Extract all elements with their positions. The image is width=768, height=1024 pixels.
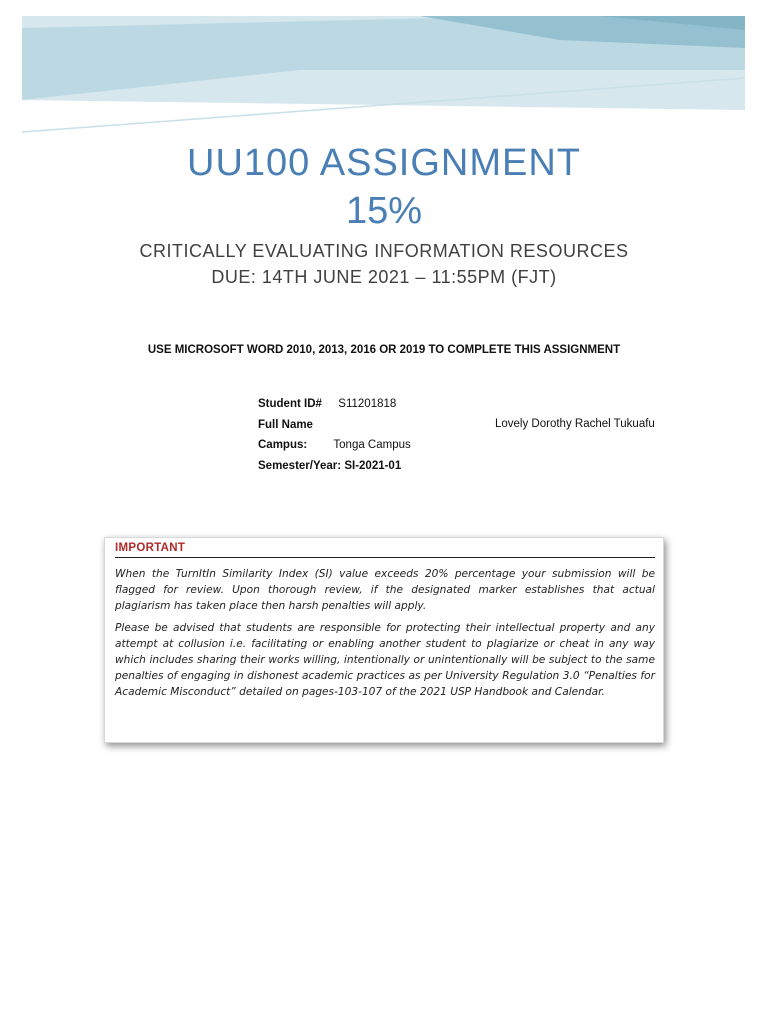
campus-row <box>258 439 411 451</box>
collusion-paragraph: Please be advised that students are responsible for protecting their intellectual property and any attempt at collusion i.e. facilitating or enabling another student to plagiarize or cheat in any way which includes sharing their works willing, intentionally or unintentionally will be subject to the same penalties of engaging in dishonest academic practices as per University Regulation 3.0 “Penalties for Academic Misconduct” detailed on pages-103-107 of the 2021 USP Handbook and Calendar. <box>115 622 655 698</box>
campus-label: Campus: <box>258 439 308 451</box>
full-name-row <box>258 419 313 431</box>
important-heading: IMPORTANT <box>115 542 655 558</box>
student-id-label: Student ID# <box>258 398 322 410</box>
assignment-weight: 15% <box>345 190 423 232</box>
campus-value: Tonga Campus <box>333 439 411 451</box>
semester-value: SI-2021-01 <box>344 460 402 472</box>
student-id-row <box>258 398 396 410</box>
semester-row <box>258 460 401 472</box>
software-instruction: USE MICROSOFT WORD 2010, 2013, 2016 OR 2019 TO COMPLETE THIS ASSIGNMENT <box>147 344 621 356</box>
header-banner <box>0 0 768 140</box>
full-name-label: Full Name <box>258 419 313 431</box>
important-notice-box <box>104 537 664 743</box>
similarity-index-paragraph: When the TurnItIn Similarity Index (SI) value exceeds 20% percentage your submission will be flagged for review. Upon thorough review, if the designated marker establishes that actual plagiarism has taken place then harsh penalties will apply. <box>115 568 655 612</box>
assignment-title: UU100 ASSIGNMENT <box>187 142 581 184</box>
assignment-subtitle: CRITICALLY EVALUATING INFORMATION RESOURCES <box>139 241 629 261</box>
due-date: DUE: 14TH JUNE 2021 – 11:55PM (FJT) <box>211 267 557 287</box>
full-name-value: Lovely Dorothy Rachel Tukuafu <box>495 418 655 430</box>
semester-label: Semester/Year: <box>258 460 342 472</box>
student-id-value: S11201818 <box>338 398 397 410</box>
title-block <box>0 138 768 290</box>
